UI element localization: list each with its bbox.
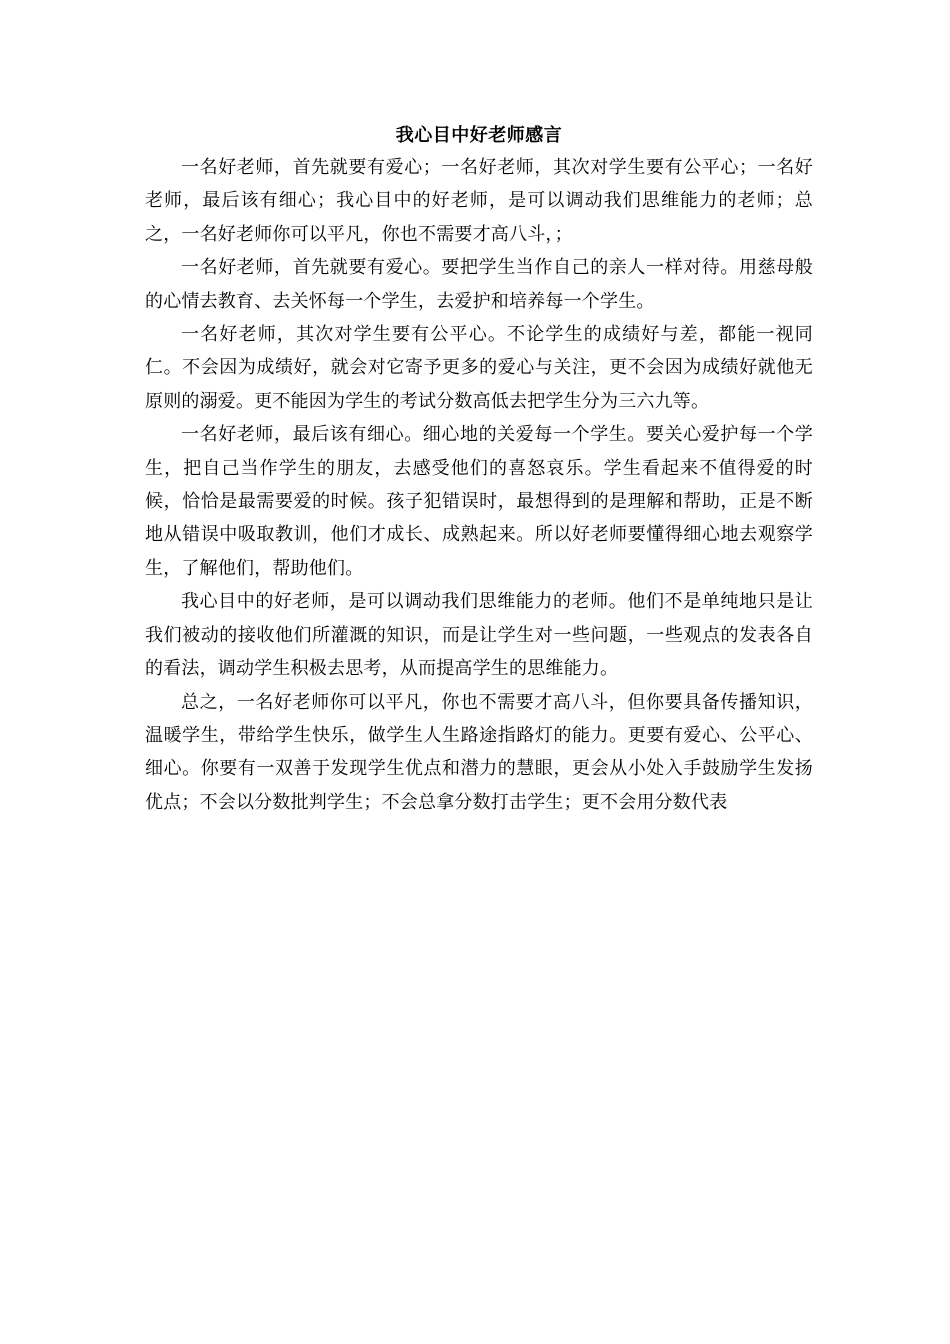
paragraph-thinking: 我心目中的好老师，是可以调动我们思维能力的老师。他们不是单纯地只是让我们被动的接收他们所灌溉的知识，而是让学生对一些问题，一些观点的发表各自的看法，调动学生积极去思考，从而提高学生的思维能力。	[145, 591, 813, 680]
document-body	[145, 121, 813, 819]
paragraph-carefulness: 一名好老师，最后该有细心。细心地的关爱每一个学生。要关心爱护每一个学生，把自己当作学生的朋友，去感受他们的喜怒哀乐。学生看起来不值得爱的时候，恰恰是最需要爱的时候。孩子犯错误时，最想得到的是理解和帮助，正是不断地从错误中吸取教训，他们才成长、成熟起来。所以好老师要懂得细心地去观察学生，了解他们，帮助他们。	[145, 424, 813, 579]
paragraph-intro: 一名好老师，首先就要有爱心；一名好老师，其次对学生要有公平心；一名好老师，最后该有细心；我心目中的好老师，是可以调动我们思维能力的老师；总之，一名好老师你可以平凡，你也不需要才高八斗，；	[145, 157, 813, 245]
paragraph-fairness: 一名好老师，其次对学生要有公平心。不论学生的成绩好与差，都能一视同仁。不会因为成绩好，就会对它寄予更多的爱心与关注，更不会因为成绩好就他无原则的溺爱。更不能因为学生的考试分数高低去把学生分为三六九等。	[145, 324, 813, 412]
document-title: 我心目中好老师感言	[395, 125, 563, 146]
paragraph-love: 一名好老师，首先就要有爱心。要把学生当作自己的亲人一样对待。用慈母般的心情去教育、去关怀每一个学生，去爱护和培养每一个学生。	[145, 257, 813, 312]
paragraph-conclusion: 总之，一名好老师你可以平凡，你也不需要才高八斗，但你要具备传播知识，温暖学生，带给学生快乐，做学生人生路途指路灯的能力。更要有爱心、公平心、细心。你要有一双善于发现学生优点和潜力的慧眼，更会从小处入手鼓励学生发扬优点；不会以分数批判学生；不会总拿分数打击学生；更不会用分数代表	[145, 691, 813, 813]
